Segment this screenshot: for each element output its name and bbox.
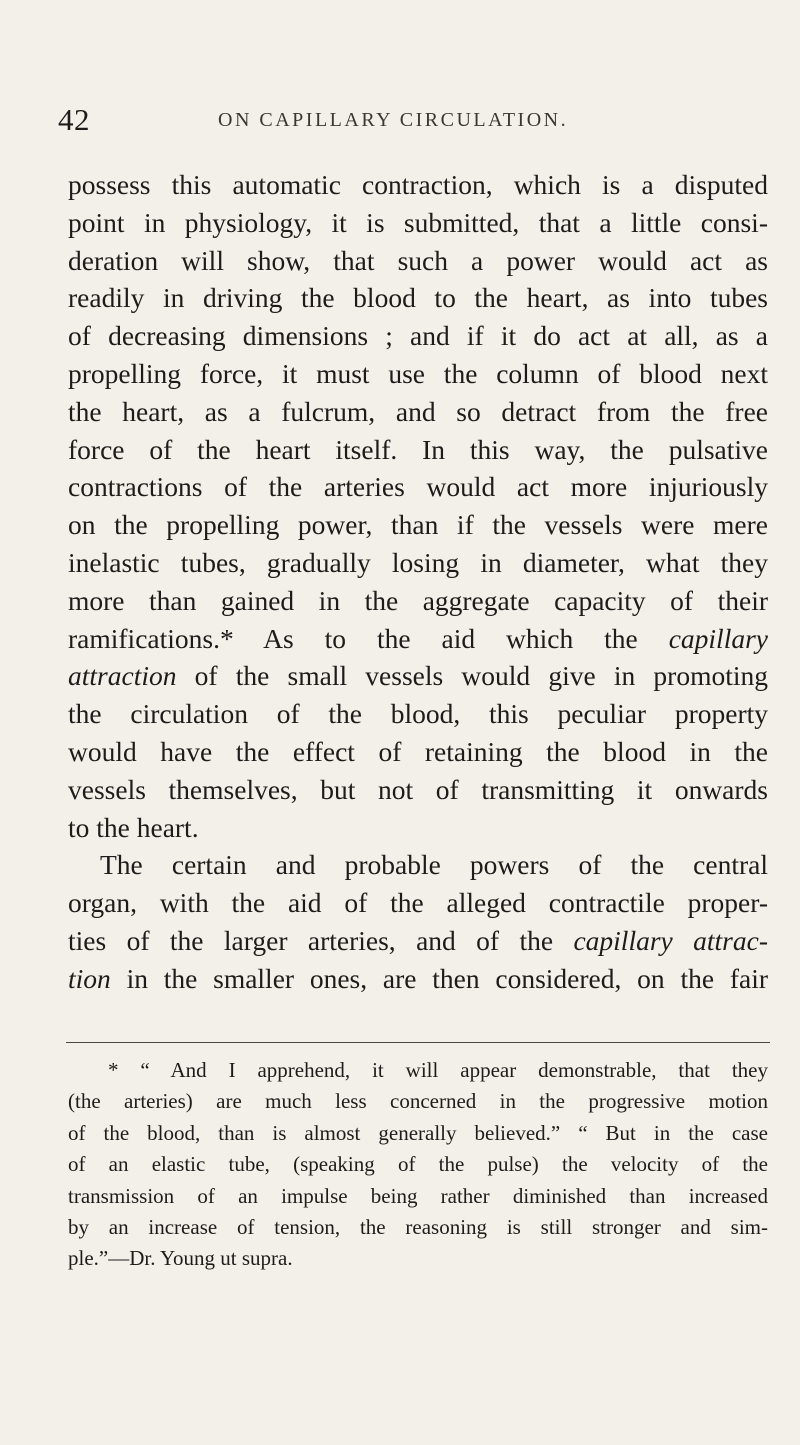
footnote-line: of the blood, than is almost generally believed.” “ But in the case xyxy=(68,1120,768,1145)
text-line: on the propelling power, than if the vessels were mere xyxy=(68,509,768,541)
text-line: possess this automatic contraction, which is a disputed xyxy=(68,169,768,200)
running-head: ON CAPILLARY CIRCULATION. xyxy=(218,109,569,131)
footnote-line: by an increase of tension, the reasoning is still stronger and sim- xyxy=(68,1214,768,1239)
footnote-line: * “ And I apprehend, it will appear demonstrable, that they xyxy=(108,1058,768,1082)
italic-term: capillary attrac- xyxy=(573,924,768,956)
italic-term: tion xyxy=(68,962,111,994)
text-run: ramifications.* As to the aid which the xyxy=(68,622,669,654)
body-text xyxy=(68,166,768,998)
text-line xyxy=(68,620,768,658)
text-line: vessels themselves, but not of transmitting it onwards xyxy=(68,773,768,805)
page-header xyxy=(58,100,778,140)
text-line: contractions of the arteries would act more injuriously xyxy=(68,471,768,503)
text-line: would have the effect of retaining the blood in the xyxy=(68,735,768,767)
footnote-line: transmission of an impulse being rather diminished than increased xyxy=(68,1183,768,1208)
text-line: deration will show, that such a power would act as xyxy=(68,244,768,276)
text-line: readily in driving the blood to the heart, as into tubes xyxy=(68,282,768,314)
text-line xyxy=(68,960,768,998)
text-line: propelling force, it must use the column of blood next xyxy=(68,357,768,389)
footnote-line: ple.”—Dr. Young ut supra. xyxy=(68,1246,293,1271)
italic-term: attraction xyxy=(68,660,177,692)
text-line: inelastic tubes, gradually losing in diameter, what they xyxy=(68,546,768,578)
text-line: the heart, as a fulcrum, and so detract from the free xyxy=(68,395,768,427)
footnote-line: of an elastic tube, (speaking of the pulse) the velocity of the xyxy=(68,1152,768,1177)
text-line: to the heart. xyxy=(68,811,199,843)
text-line: force of the heart itself. In this way, the pulsative xyxy=(68,433,768,465)
page-number: 42 xyxy=(58,102,90,137)
text-run: ties of the larger arteries, and of the xyxy=(68,924,574,956)
footnote xyxy=(68,1055,768,1275)
text-run: of the small vessels would give in promoting xyxy=(176,660,768,692)
text-line xyxy=(68,922,768,960)
text-run: in the smaller ones, are then considered, on the fair xyxy=(110,962,768,994)
footnote-divider xyxy=(66,1042,770,1043)
text-line: the circulation of the blood, this peculiar property xyxy=(68,698,768,730)
italic-term: capillary xyxy=(668,622,768,654)
footnote-line: (the arteries) are much less concerned in the progressive motion xyxy=(68,1089,768,1114)
text-line: more than gained in the aggregate capacity of their xyxy=(68,584,768,616)
text-line: of decreasing dimensions ; and if it do act at all, as a xyxy=(68,320,768,352)
paragraph-first-line: The certain and probable powers of the central xyxy=(100,849,768,881)
text-line: organ, with the aid of the alleged contractile proper- xyxy=(68,887,768,919)
text-line xyxy=(68,657,768,695)
text-line: point in physiology, it is submitted, that a little consi- xyxy=(68,206,768,238)
